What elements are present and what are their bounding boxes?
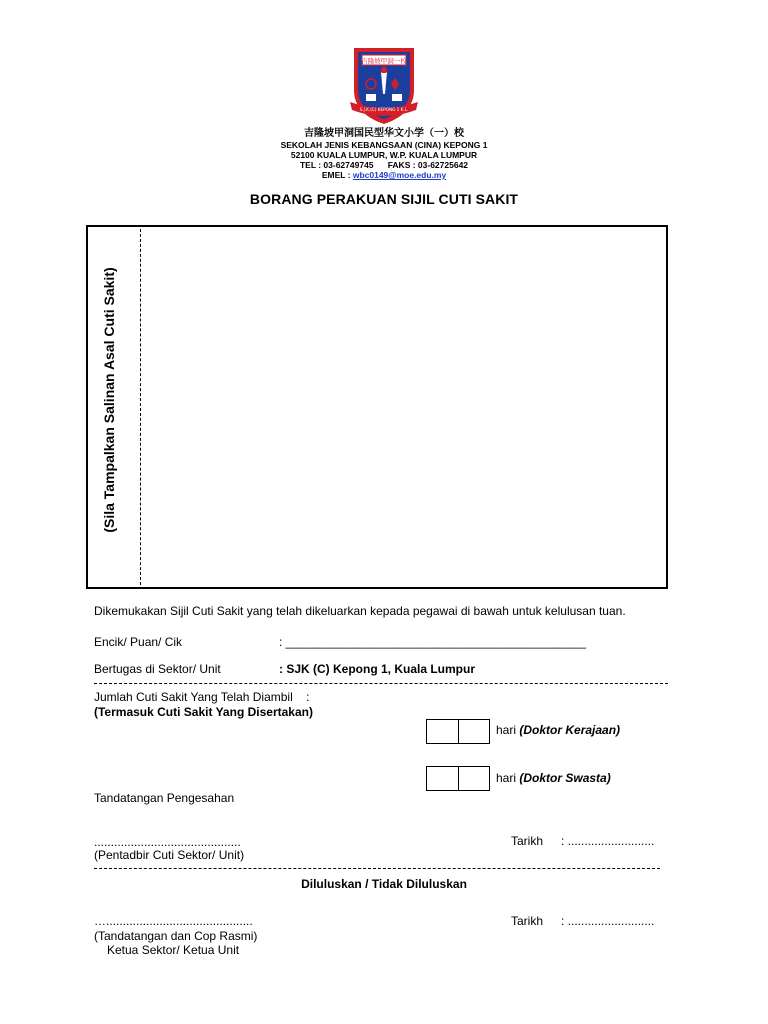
divider-2 [94,868,660,869]
intro-text: Dikemukakan Sijil Cuti Sakit yang telah dikeluarkan kepada pegawai di bawah untuk kelulusan tuan. [94,604,626,618]
head-title: Ketua Sektor/ Ketua Unit [107,943,240,957]
approval-text: Diluluskan / Tidak Diluluskan [301,877,467,891]
name-field[interactable]: : _____________________________________________ [279,635,586,649]
gov-doctor-days-box[interactable] [426,719,490,744]
mc-attachment-area [86,225,668,589]
mc-dashed-divider [140,229,141,585]
name-label: Encik/ Puan/ Cik [94,635,183,649]
crest-ribbon-text: S.J.K.(C) KEPONG 1 K.L. [359,107,409,112]
school-name-chinese: 吉隆坡甲洞国民型华文小学（一）校 [304,128,464,139]
gov-doctor-days-line [496,723,620,737]
date-field-2[interactable]: : .......................... [561,914,655,928]
admin-signature-line[interactable]: ............................................ [94,835,241,849]
admin-label: (Pentadbir Cuti Sektor/ Unit) [94,848,245,862]
days-word: hari [496,771,517,785]
school-email-line [0,170,768,180]
school-name: SEKOLAH JENIS KEBANGSAAN (CINA) KEPONG 1 [280,140,488,150]
crest-banner-text: 吉隆坡甲洞一校 [361,57,407,65]
days-word: hari [496,723,517,737]
private-doctor-days-box[interactable] [426,766,490,791]
confirm-signature-label: Tandatangan Pengesahan [94,791,235,805]
head-signature-label: (Tandatangan dan Cop Rasmi) [94,929,258,943]
email-label: EMEL : [321,170,353,180]
date-label-2: Tarikh [511,914,544,928]
email-link[interactable]: wbc0149@moe.edu.my [352,170,447,180]
divider-1 [94,683,668,684]
private-doctor-label: (Doktor Swasta) [519,771,611,785]
date-field-1[interactable]: : .......................... [561,834,655,848]
form-title: BORANG PERAKUAN SIJIL CUTI SAKIT [249,191,519,207]
school-address: 52100 KUALA LUMPUR, W.P. KUALA LUMPUR [290,150,478,160]
total-leave-note: (Termasuk Cuti Sakit Yang Disertakan) [94,705,313,719]
head-signature-line[interactable]: …............................................ [94,914,253,928]
unit-label: Bertugas di Sektor/ Unit [94,662,221,676]
date-label-1: Tarikh [511,834,544,848]
total-leave-label: Jumlah Cuti Sakit Yang Telah Diambil : [94,690,310,704]
mc-attach-label: (Sila Tampalkan Salinan Asal Cuti Sakit) [101,267,117,533]
unit-value: : SJK (C) Kepong 1, Kuala Lumpur [279,662,476,676]
private-doctor-days-line [496,771,611,785]
school-phone-fax: TEL : 03-62749745 FAKS : 03-62725642 [299,160,469,170]
gov-doctor-label: (Doktor Kerajaan) [519,723,621,737]
school-crest-icon [346,44,422,128]
